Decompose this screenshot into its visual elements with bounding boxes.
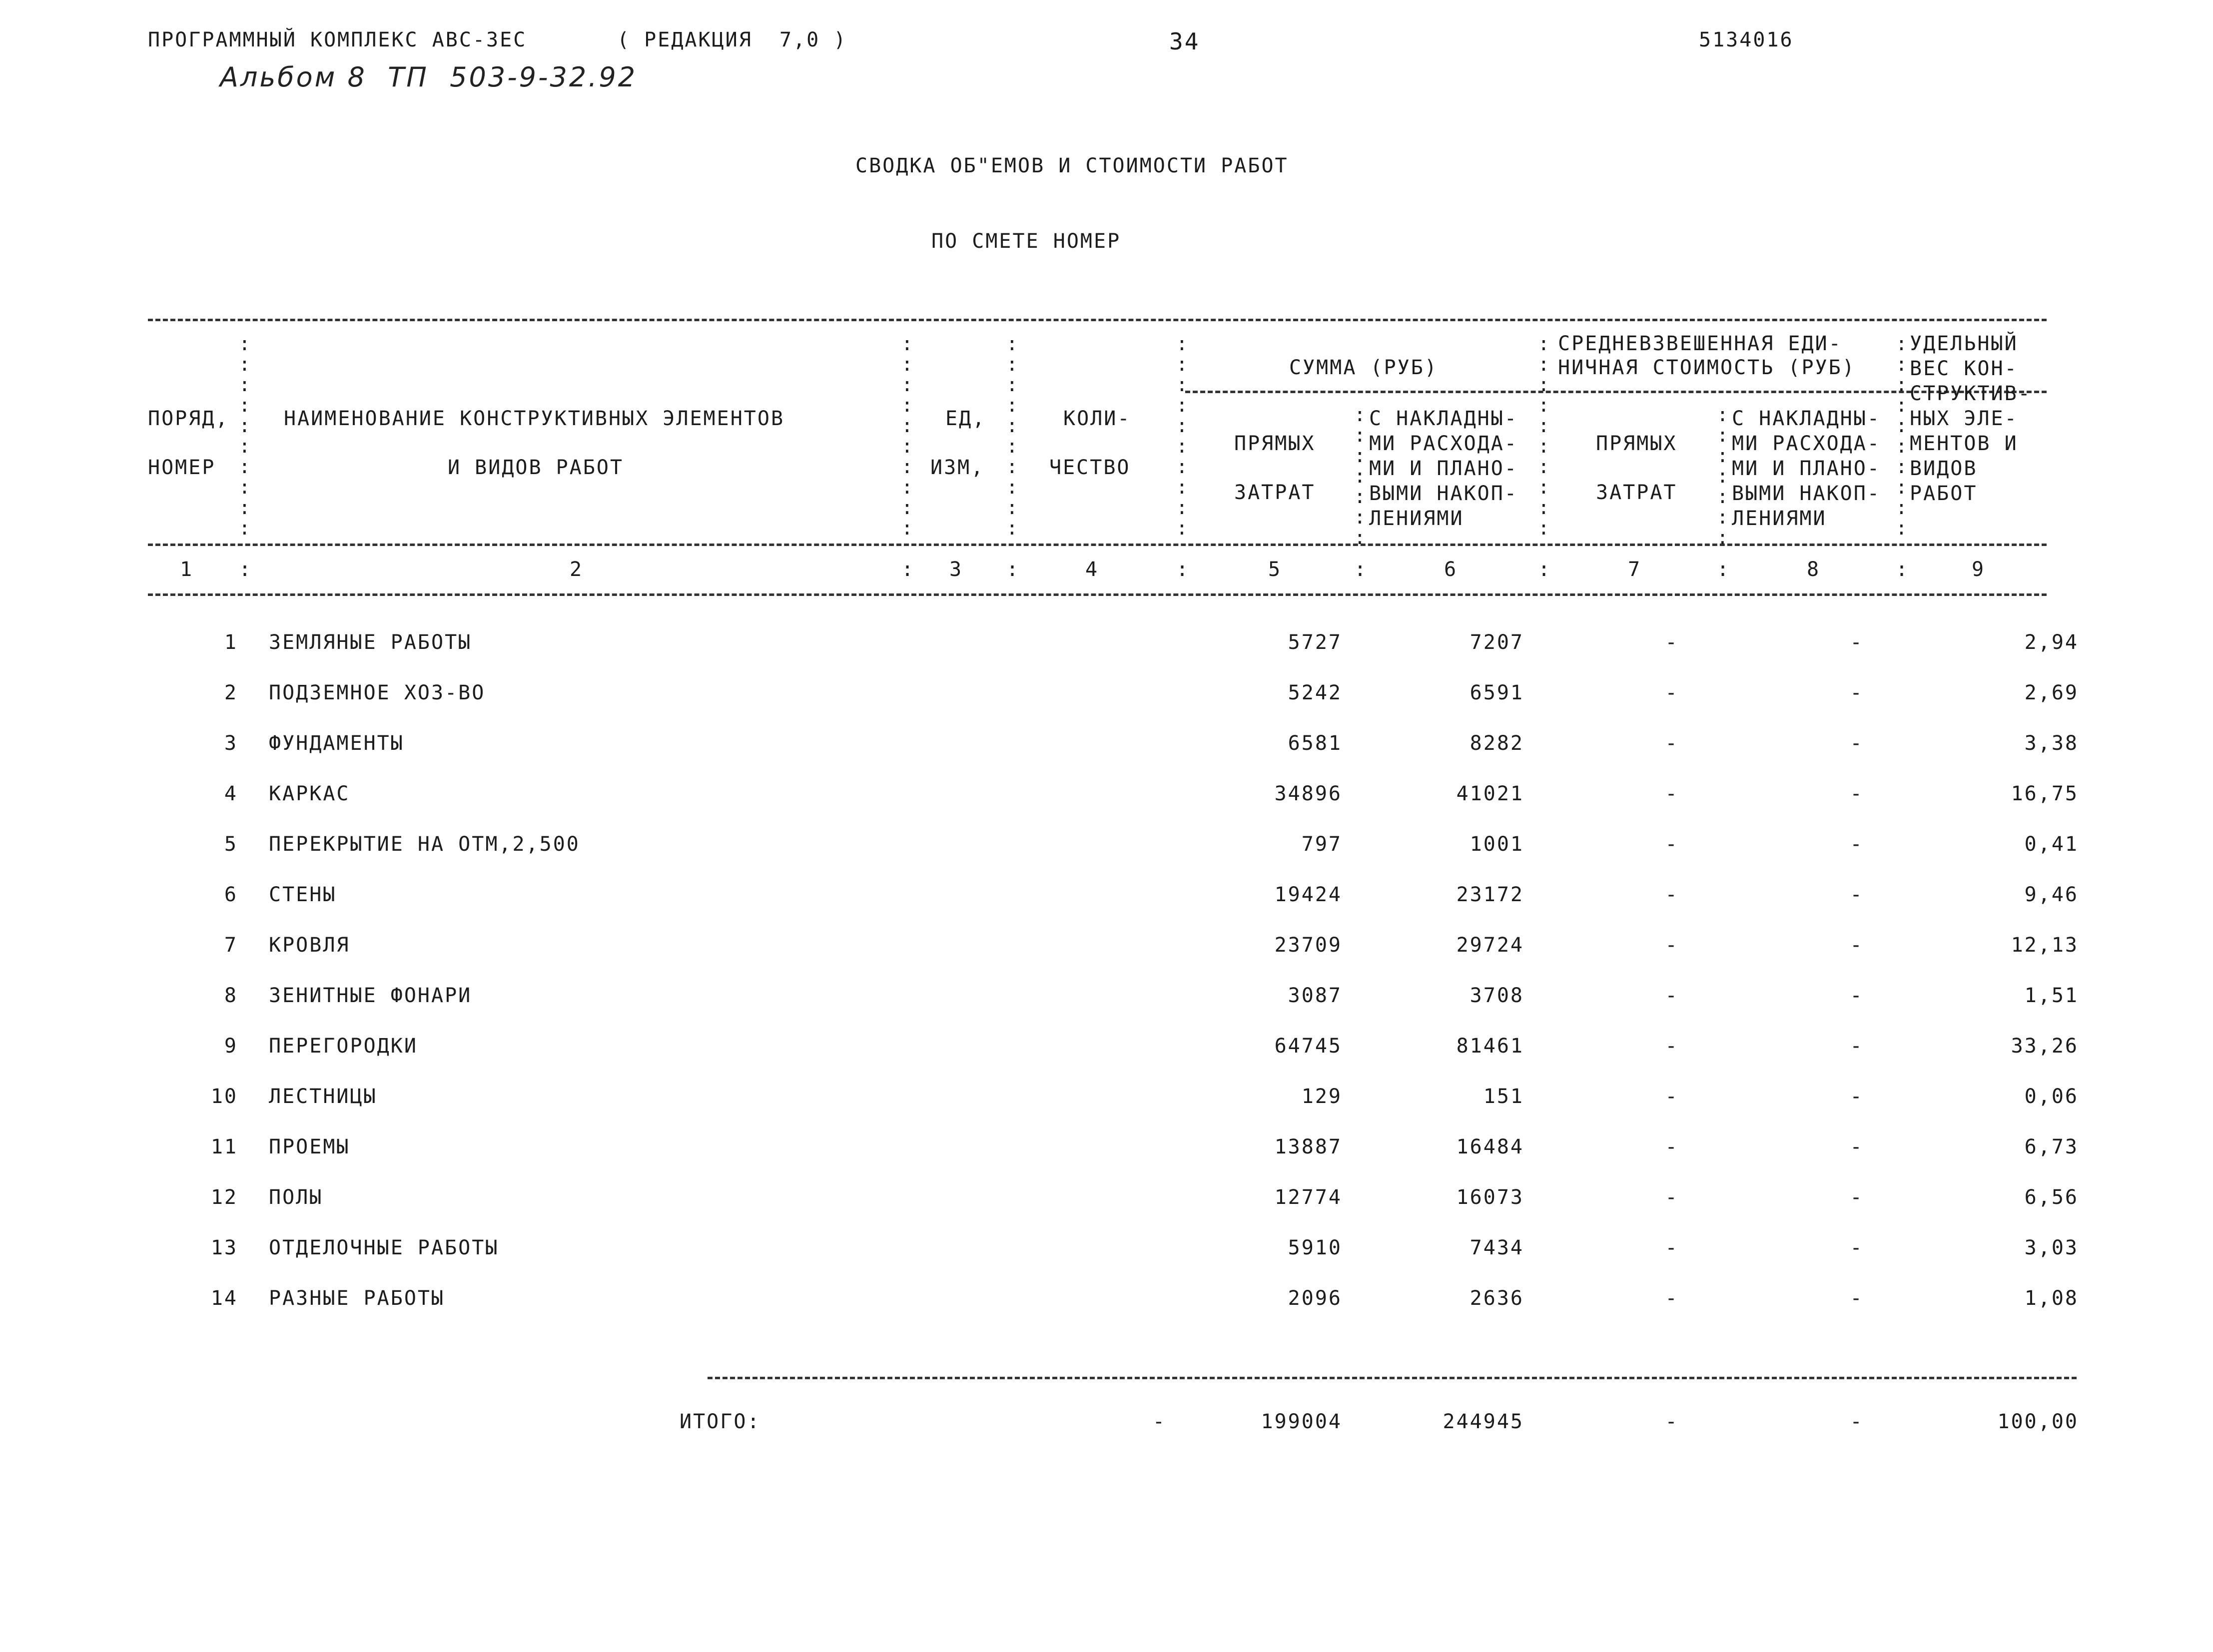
avg-direct-costs: - xyxy=(1665,833,1679,856)
share-percent: 2,94 xyxy=(2024,631,2079,654)
avg-direct-costs: - xyxy=(1665,1186,1679,1209)
direct-costs: 6581 xyxy=(1288,732,1342,755)
header-quantity-2: ЧЕСТВО xyxy=(1049,456,1131,479)
with-overheads: 2636 xyxy=(1470,1287,1524,1310)
share-percent: 3,38 xyxy=(2024,732,2079,755)
program-name: ПРОГРАММНЫЙ КОМПЛЕКС АВС-3ЕС xyxy=(148,28,527,51)
avg-with-overheads: - xyxy=(1850,934,1864,957)
column-separator: : xyxy=(1538,558,1552,581)
header-separator: : : : : : : : xyxy=(1717,404,1728,549)
column-number: 3 xyxy=(949,558,963,581)
share-percent: 12,13 xyxy=(2011,934,2079,957)
header-direct-costs-2: ЗАТРАТ xyxy=(1234,481,1316,504)
header-separator: : : : : : : : : : : xyxy=(239,333,250,539)
element-name: ЛЕСТНИЦЫ xyxy=(269,1085,377,1108)
header-share-6: ВИДОВ xyxy=(1910,457,1978,480)
avg-with-overheads: - xyxy=(1850,883,1864,906)
page-subtitle: ПО СМЕТЕ НОМЕР xyxy=(931,230,1121,253)
row-number: 11 xyxy=(210,1135,238,1158)
avg-with-overheads: - xyxy=(1850,833,1864,856)
header-direct-costs: ПРЯМЫХ xyxy=(1234,432,1316,455)
with-overheads: 7434 xyxy=(1470,1236,1524,1259)
avg-with-overheads: - xyxy=(1850,782,1864,805)
avg-with-overheads: - xyxy=(1850,1135,1864,1158)
table-top-rule xyxy=(148,319,2047,321)
header-unit-2: ИЗМ, xyxy=(930,456,985,479)
avg-with-overheads: - xyxy=(1850,732,1864,755)
with-overheads: 16073 xyxy=(1456,1186,1524,1209)
element-name: ПОЛЫ xyxy=(269,1186,323,1209)
direct-costs: 5910 xyxy=(1288,1236,1342,1259)
column-number: 6 xyxy=(1444,558,1458,581)
with-overheads: 151 xyxy=(1483,1085,1524,1108)
element-name: ПРОЕМЫ xyxy=(269,1135,350,1158)
row-number: 7 xyxy=(224,934,238,957)
with-overheads: 16484 xyxy=(1456,1135,1524,1158)
total-avg-direct: - xyxy=(1665,1410,1679,1433)
element-name: СТЕНЫ xyxy=(269,883,337,906)
row-number: 6 xyxy=(224,883,238,906)
avg-with-overheads: - xyxy=(1850,1035,1864,1058)
share-percent: 3,03 xyxy=(2024,1236,2079,1259)
total-rule xyxy=(708,1377,2077,1379)
page-number: 34 xyxy=(1169,28,1200,55)
header-sum-group: СУММА (РУБ) xyxy=(1289,356,1438,379)
avg-with-overheads: - xyxy=(1850,1236,1864,1259)
direct-costs: 23709 xyxy=(1274,934,1342,957)
row-number: 14 xyxy=(210,1287,238,1310)
share-percent: 0,06 xyxy=(2024,1085,2079,1108)
column-separator: : xyxy=(1896,558,1910,581)
header-with-overheads: С НАКЛАДНЫ- xyxy=(1369,407,1518,430)
avg-with-overheads: - xyxy=(1850,1287,1864,1310)
column-separator: : xyxy=(1006,558,1020,581)
header-element-name: НАИМЕНОВАНИЕ КОНСТРУКТИВНЫХ ЭЛЕМЕНТОВ xyxy=(284,407,785,430)
avg-with-overheads: - xyxy=(1850,631,1864,654)
share-percent: 6,73 xyxy=(2024,1135,2079,1158)
element-name: ЗЕМЛЯНЫЕ РАБОТЫ xyxy=(269,631,472,654)
with-overheads: 7207 xyxy=(1470,631,1524,654)
with-overheads: 3708 xyxy=(1470,984,1524,1007)
avg-with-overheads: - xyxy=(1850,984,1864,1007)
direct-costs: 2096 xyxy=(1288,1287,1342,1310)
share-percent: 9,46 xyxy=(2024,883,2079,906)
column-number: 8 xyxy=(1807,558,1821,581)
element-name: ПОДЗЕМНОЕ ХОЗ-ВО xyxy=(269,681,486,704)
avg-direct-costs: - xyxy=(1665,1236,1679,1259)
row-number: 5 xyxy=(224,833,238,856)
header-avg-with-overheads: С НАКЛАДНЫ- xyxy=(1732,407,1881,430)
direct-costs: 13887 xyxy=(1274,1135,1342,1158)
avg-with-overheads: - xyxy=(1850,1186,1864,1209)
edition-label: ( РЕДАКЦИЯ 7,0 ) xyxy=(617,28,847,51)
header-element-name-2: И ВИДОВ РАБОТ xyxy=(448,456,624,479)
header-share-2: ВЕС КОН- xyxy=(1910,357,2018,380)
header-average-cost-2: НИЧНАЯ СТОИМОСТЬ (РУБ) xyxy=(1558,356,1856,379)
row-number: 4 xyxy=(224,782,238,805)
avg-direct-costs: - xyxy=(1665,681,1679,704)
header-share-5: МЕНТОВ И xyxy=(1910,432,2018,455)
row-number: 3 xyxy=(224,732,238,755)
header-avg-with-overheads-5: ЛЕНИЯМИ xyxy=(1732,507,1827,530)
avg-direct-costs: - xyxy=(1665,934,1679,957)
avg-direct-costs: - xyxy=(1665,631,1679,654)
header-separator: : : : : : : : : : : xyxy=(1006,333,1018,539)
column-number: 7 xyxy=(1628,558,1642,581)
with-overheads: 6591 xyxy=(1470,681,1524,704)
header-bottom-rule xyxy=(148,544,2047,546)
header-avg-with-overheads-3: МИ И ПЛАНО- xyxy=(1732,457,1881,480)
avg-direct-costs: - xyxy=(1665,883,1679,906)
with-overheads: 29724 xyxy=(1456,934,1524,957)
header-quantity: КОЛИ- xyxy=(1063,407,1131,430)
direct-costs: 3087 xyxy=(1288,984,1342,1007)
header-avg-with-overheads-4: ВЫМИ НАКОП- xyxy=(1732,482,1881,505)
header-share: УДЕЛЬНЫЙ xyxy=(1910,332,2018,355)
row-number: 1 xyxy=(224,631,238,654)
column-number: 9 xyxy=(1972,558,1986,581)
avg-direct-costs: - xyxy=(1665,1085,1679,1108)
header-separator: : : : : : : : : : : xyxy=(901,333,913,539)
album-handwritten-note: Альбом 8 ТП 503-9-32.92 xyxy=(220,61,638,93)
header-share-7: РАБОТ xyxy=(1910,482,1978,505)
avg-direct-costs: - xyxy=(1665,1135,1679,1158)
header-separator: : : : : : : : xyxy=(1354,404,1366,549)
column-separator: : xyxy=(901,558,915,581)
direct-costs: 797 xyxy=(1301,833,1342,856)
column-separator: : xyxy=(239,558,253,581)
share-percent: 0,41 xyxy=(2024,833,2079,856)
element-name: КРОВЛЯ xyxy=(269,934,350,957)
header-unit: ЕД, xyxy=(945,407,986,430)
element-name: КАРКАС xyxy=(269,782,350,805)
with-overheads: 81461 xyxy=(1456,1035,1524,1058)
header-with-overheads-4: ВЫМИ НАКОП- xyxy=(1369,482,1518,505)
with-overheads: 41021 xyxy=(1456,782,1524,805)
page-title: СВОДКА ОБ"ЕМОВ И СТОИМОСТИ РАБОТ xyxy=(855,154,1289,177)
with-overheads: 23172 xyxy=(1456,883,1524,906)
avg-direct-costs: - xyxy=(1665,984,1679,1007)
avg-direct-costs: - xyxy=(1665,1035,1679,1058)
element-name: ПЕРЕКРЫТИЕ НА ОТМ,2,500 xyxy=(269,833,580,856)
header-avg-with-overheads-2: МИ РАСХОДА- xyxy=(1732,432,1881,455)
total-with-overheads: 244945 xyxy=(1443,1410,1524,1433)
column-number: 5 xyxy=(1268,558,1282,581)
document-code: 5134016 xyxy=(1699,28,1794,51)
header-avg-direct-2: ЗАТРАТ xyxy=(1596,481,1677,504)
with-overheads: 1001 xyxy=(1470,833,1524,856)
total-share: 100,00 xyxy=(1997,1410,2079,1433)
share-percent: 2,69 xyxy=(2024,681,2079,704)
header-avg-direct: ПРЯМЫХ xyxy=(1596,432,1677,455)
direct-costs: 129 xyxy=(1301,1085,1342,1108)
header-with-overheads-5: ЛЕНИЯМИ xyxy=(1369,507,1464,530)
total-direct-costs: 199004 xyxy=(1261,1410,1342,1433)
element-name: ПЕРЕГОРОДКИ xyxy=(269,1035,418,1058)
direct-costs: 5727 xyxy=(1288,631,1342,654)
element-name: ЗЕНИТНЫЕ ФОНАРИ xyxy=(269,984,472,1007)
column-separator: : xyxy=(1176,558,1190,581)
direct-costs: 64745 xyxy=(1274,1035,1342,1058)
column-number: 4 xyxy=(1085,558,1099,581)
column-number: 2 xyxy=(570,558,584,581)
header-average-cost: СРЕДНЕВЗВЕШЕННАЯ ЕДИ- xyxy=(1558,332,1842,355)
avg-direct-costs: - xyxy=(1665,782,1679,805)
share-percent: 16,75 xyxy=(2011,782,2079,805)
header-separator: : : : : : : : : : : xyxy=(1538,333,1549,539)
header-separator: : : : : : : : : : : xyxy=(1896,333,1907,539)
avg-direct-costs: - xyxy=(1665,1287,1679,1310)
header-order-number-2: НОМЕР xyxy=(148,456,216,479)
share-percent: 1,51 xyxy=(2024,984,2079,1007)
direct-costs: 19424 xyxy=(1274,883,1342,906)
element-name: ОТДЕЛОЧНЫЕ РАБОТЫ xyxy=(269,1236,499,1259)
share-percent: 6,56 xyxy=(2024,1186,2079,1209)
row-number: 8 xyxy=(224,984,238,1007)
element-name: РАЗНЫЕ РАБОТЫ xyxy=(269,1287,445,1310)
column-numbers-rule xyxy=(148,593,2047,596)
avg-direct-costs: - xyxy=(1665,732,1679,755)
row-number: 2 xyxy=(224,681,238,704)
header-order-number: ПОРЯД, xyxy=(148,407,229,430)
total-quantity: - xyxy=(1152,1410,1166,1433)
header-share-3: СТРУКТИВ- xyxy=(1910,382,2032,405)
header-separator: : : : : : : : : : : xyxy=(1176,333,1188,539)
header-with-overheads-3: МИ И ПЛАНО- xyxy=(1369,457,1518,480)
avg-with-overheads: - xyxy=(1850,681,1864,704)
column-separator: : xyxy=(1354,558,1368,581)
column-separator: : xyxy=(1717,558,1731,581)
header-with-overheads-2: МИ РАСХОДА- xyxy=(1369,432,1518,455)
row-number: 10 xyxy=(210,1085,238,1108)
share-percent: 1,08 xyxy=(2024,1287,2079,1310)
total-label: ИТОГО: xyxy=(680,1410,761,1433)
direct-costs: 12774 xyxy=(1274,1186,1342,1209)
direct-costs: 34896 xyxy=(1274,782,1342,805)
row-number: 13 xyxy=(210,1236,238,1259)
header-share-4: НЫХ ЭЛЕ- xyxy=(1910,407,2018,430)
element-name: ФУНДАМЕНТЫ xyxy=(269,732,404,755)
column-number: 1 xyxy=(180,558,194,581)
direct-costs: 5242 xyxy=(1288,681,1342,704)
total-avg-with-overheads: - xyxy=(1850,1410,1864,1433)
with-overheads: 8282 xyxy=(1470,732,1524,755)
share-percent: 33,26 xyxy=(2011,1035,2079,1058)
row-number: 9 xyxy=(224,1035,238,1058)
row-number: 12 xyxy=(210,1186,238,1209)
avg-with-overheads: - xyxy=(1850,1085,1864,1108)
